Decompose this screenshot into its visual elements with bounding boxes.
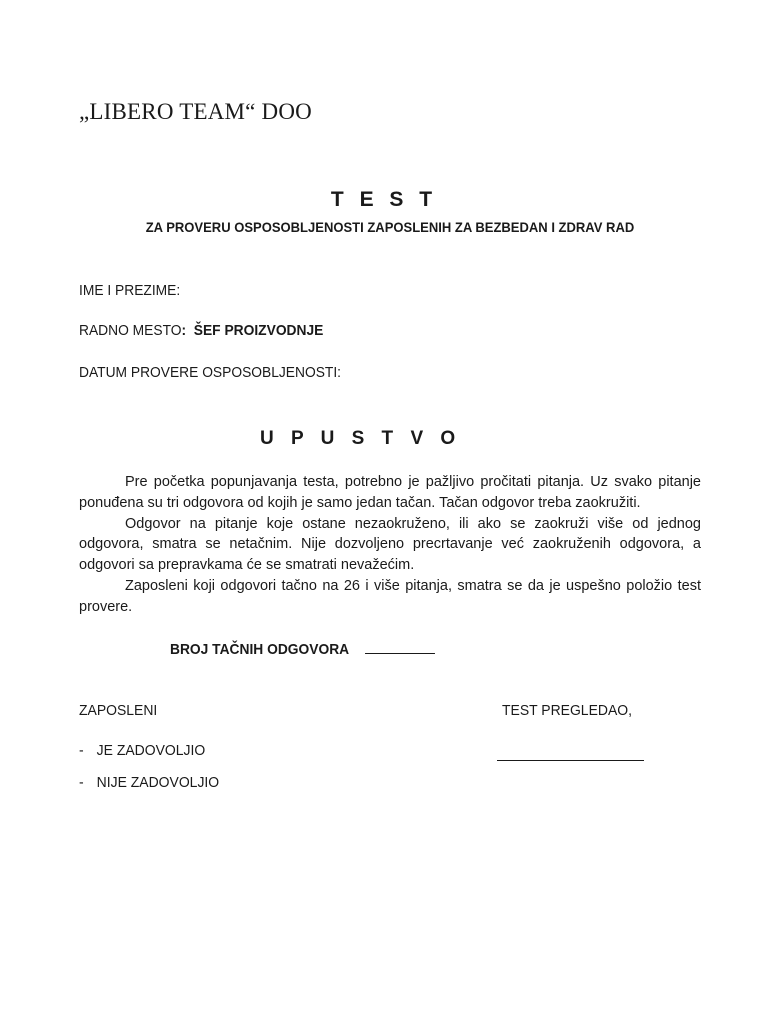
reviewer-signature-line[interactable]: [497, 760, 644, 761]
name-label: IME I PREZIME:: [79, 282, 181, 299]
score-line: [170, 639, 435, 658]
employee-label: ZAPOSLENI: [79, 702, 158, 719]
score-blank[interactable]: [365, 639, 435, 654]
dash-marker: -: [79, 742, 84, 759]
option-not-satisfied: [79, 774, 219, 791]
reviewer-label: TEST PREGLEDAO,: [502, 702, 632, 719]
instructions-heading: U P U S T V O: [260, 428, 462, 449]
position-field: [79, 322, 323, 339]
instructions-paragraph: Zaposleni koji odgovori tačno na 26 i više pitanja, smatra se da je uspešno položio test provere.: [79, 577, 701, 615]
date-field: [79, 364, 341, 381]
option-not-satisfied-label: NIJE ZADOVOLJIO: [96, 774, 220, 791]
dash-marker: -: [79, 774, 84, 791]
score-label: BROJ TAČNIH ODGOVORA: [170, 641, 349, 658]
name-field: [79, 282, 180, 299]
date-label: DATUM PROVERE OSPOSOBLJENOSTI:: [79, 364, 341, 381]
instructions-body: [79, 472, 701, 618]
option-satisfied-label: JE ZADOVOLJIO: [96, 742, 206, 759]
position-colon: :: [181, 322, 187, 339]
document-subtitle: ZA PROVERU OSPOSOBLJENOSTI ZAPOSLENIH ZA BEZBEDAN I ZDRAV RAD: [145, 219, 635, 235]
document-title: T E S T: [330, 188, 438, 211]
position-label: RADNO MESTO: [79, 322, 182, 339]
instructions-paragraph: Pre početka popunjavanja testa, potrebno je pažljivo pročitati pitanja. Uz svako pitanje ponuđena su tri odgovora od kojih je samo jedan tačan. Tačan odgovor treba zaokružiti.: [79, 474, 701, 511]
position-value: ŠEF PROIZVODNJE: [193, 322, 324, 339]
option-satisfied: [79, 742, 205, 759]
instructions-paragraph: Odgovor na pitanje koje ostane nezaokruženo, ili ako se zaokruži više od jednog odgovora, smatra se netačnim. Nije dozvoljeno precrtavanje već zaokruženih odgovora, a odgovori sa prepravkama će se smatrati nevažećim.: [79, 515, 701, 574]
company-name: „LIBERO TEAM“ DOO: [79, 99, 312, 124]
